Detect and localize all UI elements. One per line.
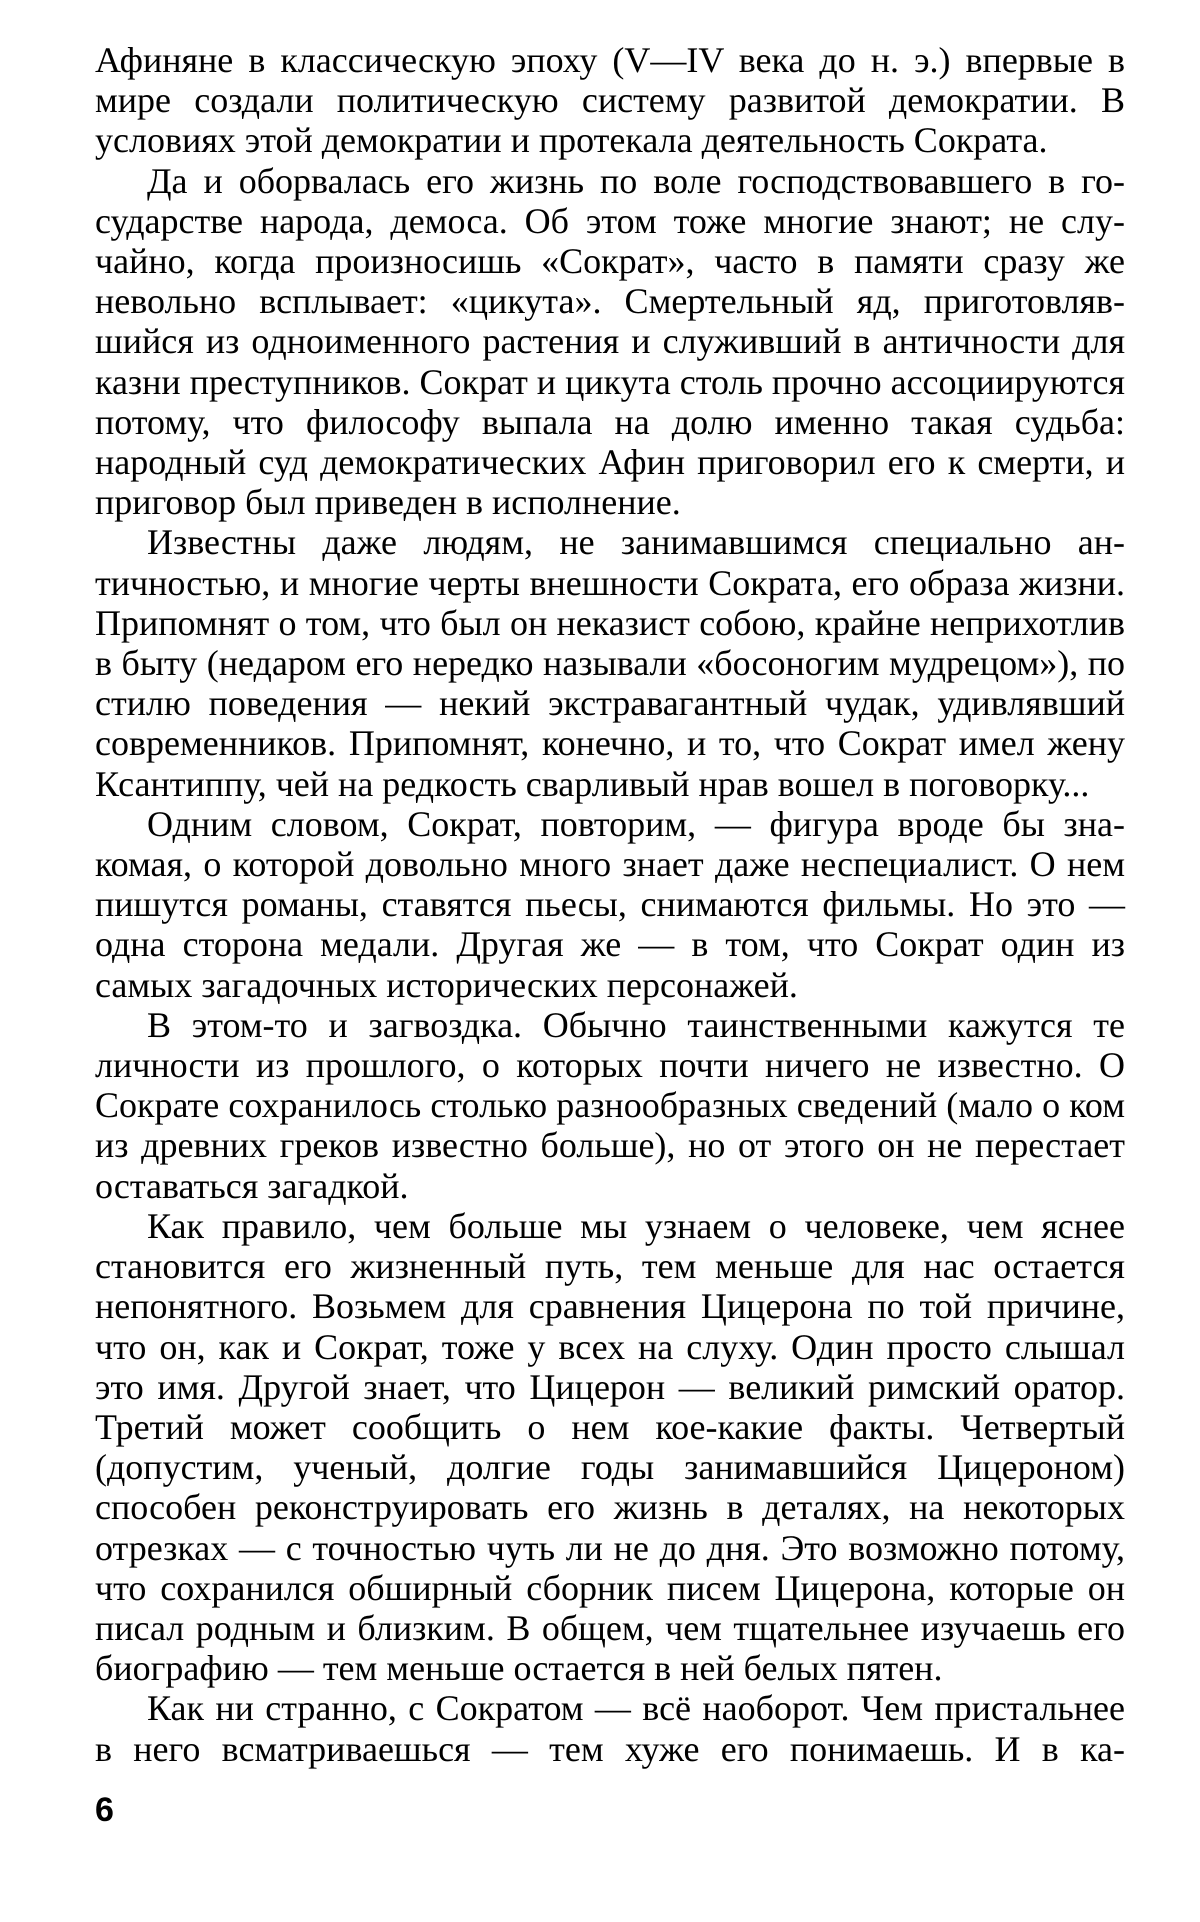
paragraph-5: В этом-то и загвоздка. Обычно таинственными кажутся те личности из прошлого, о которых почти ничего не известно. О Сократе сохранилось столько разнообразных сведений (ма­ло о ком из древних греков известно больше), но от этого он не перестает оставаться загадкой.: [95, 1005, 1125, 1206]
paragraph-2: Да и оборвалась его жизнь по воле господствовавшего в го­сударстве народа, демоса. Об этом тоже многие знают; не слу­чайно, когда произносишь «Сократ», часто в памяти сразу же невольно всплывает: «цикута». Смертельный яд, приготовляв­шийся из одноименного растения и служивший в античности для казни преступников. Сократ и цикута столь прочно ассо­циируются потому, что философу выпала на долю именно та­кая судьба: народный суд демократических Афин приговорил его к смерти, и приговор был приведен в исполнение.: [95, 161, 1125, 523]
paragraph-7: Как ни странно, с Сократом — всё наоборот. Чем присталь­нее в него всматриваешься — тем хуже его понимаешь. И в ка-: [95, 1688, 1125, 1768]
paragraph-4: Одним словом, Сократ, повторим, — фигура вроде бы зна­комая, о которой довольно много знает даже неспециалист. О нем пишутся романы, ставятся пьесы, снимаются фильмы. Но это — одна сторона медали. Другая же — в том, что Сократ один из самых загадочных исторических персонажей.: [95, 804, 1125, 1005]
paragraph-3: Известны даже людям, не занимавшимся специально ан­тичностью, и многие черты внешности Сократа, его образа жизни. Припомнят о том, что был он неказист собою, крайне неприхотлив в быту (недаром его нередко называли «босоно­гим мудрецом»), по стилю поведения — некий экстравагант­ный чудак, удивлявший современников. Припомнят, конечно, и то, что Сократ имел жену Ксантиппу, чей на редкость сварли­вый нрав вошел в поговорку...: [95, 522, 1125, 803]
paragraph-1: Афиняне в классическую эпоху (V—IV века до н. э.) впервые в мире создали политическую систему развитой демократии. В условиях этой демократии и протекала деятельность Сократа.: [95, 40, 1125, 161]
page-number: 6: [95, 1790, 114, 1830]
page-body: [95, 40, 1125, 1769]
paragraph-6: Как правило, чем больше мы узнаем о человеке, чем яснее становится его жизненный путь, тем меньше для нас остается непонятного. Возьмем для сравнения Цицерона по той причи­не, что он, как и Сократ, тоже у всех на слуху. Один просто слы­шал это имя. Другой знает, что Цицерон — великий римский оратор. Третий может сообщить о нем кое-какие факты. Чет­вертый (допустим, ученый, долгие годы занимавшийся Ци­цероном) способен реконструировать его жизнь в деталях, на некоторых отрезках — с точностью чуть ли не до дня. Это воз­можно потому, что сохранился обширный сборник писем Ци­церона, которые он писал родным и близким. В общем, чем тщательнее изучаешь его биографию — тем меньше остается в ней белых пятен.: [95, 1206, 1125, 1688]
